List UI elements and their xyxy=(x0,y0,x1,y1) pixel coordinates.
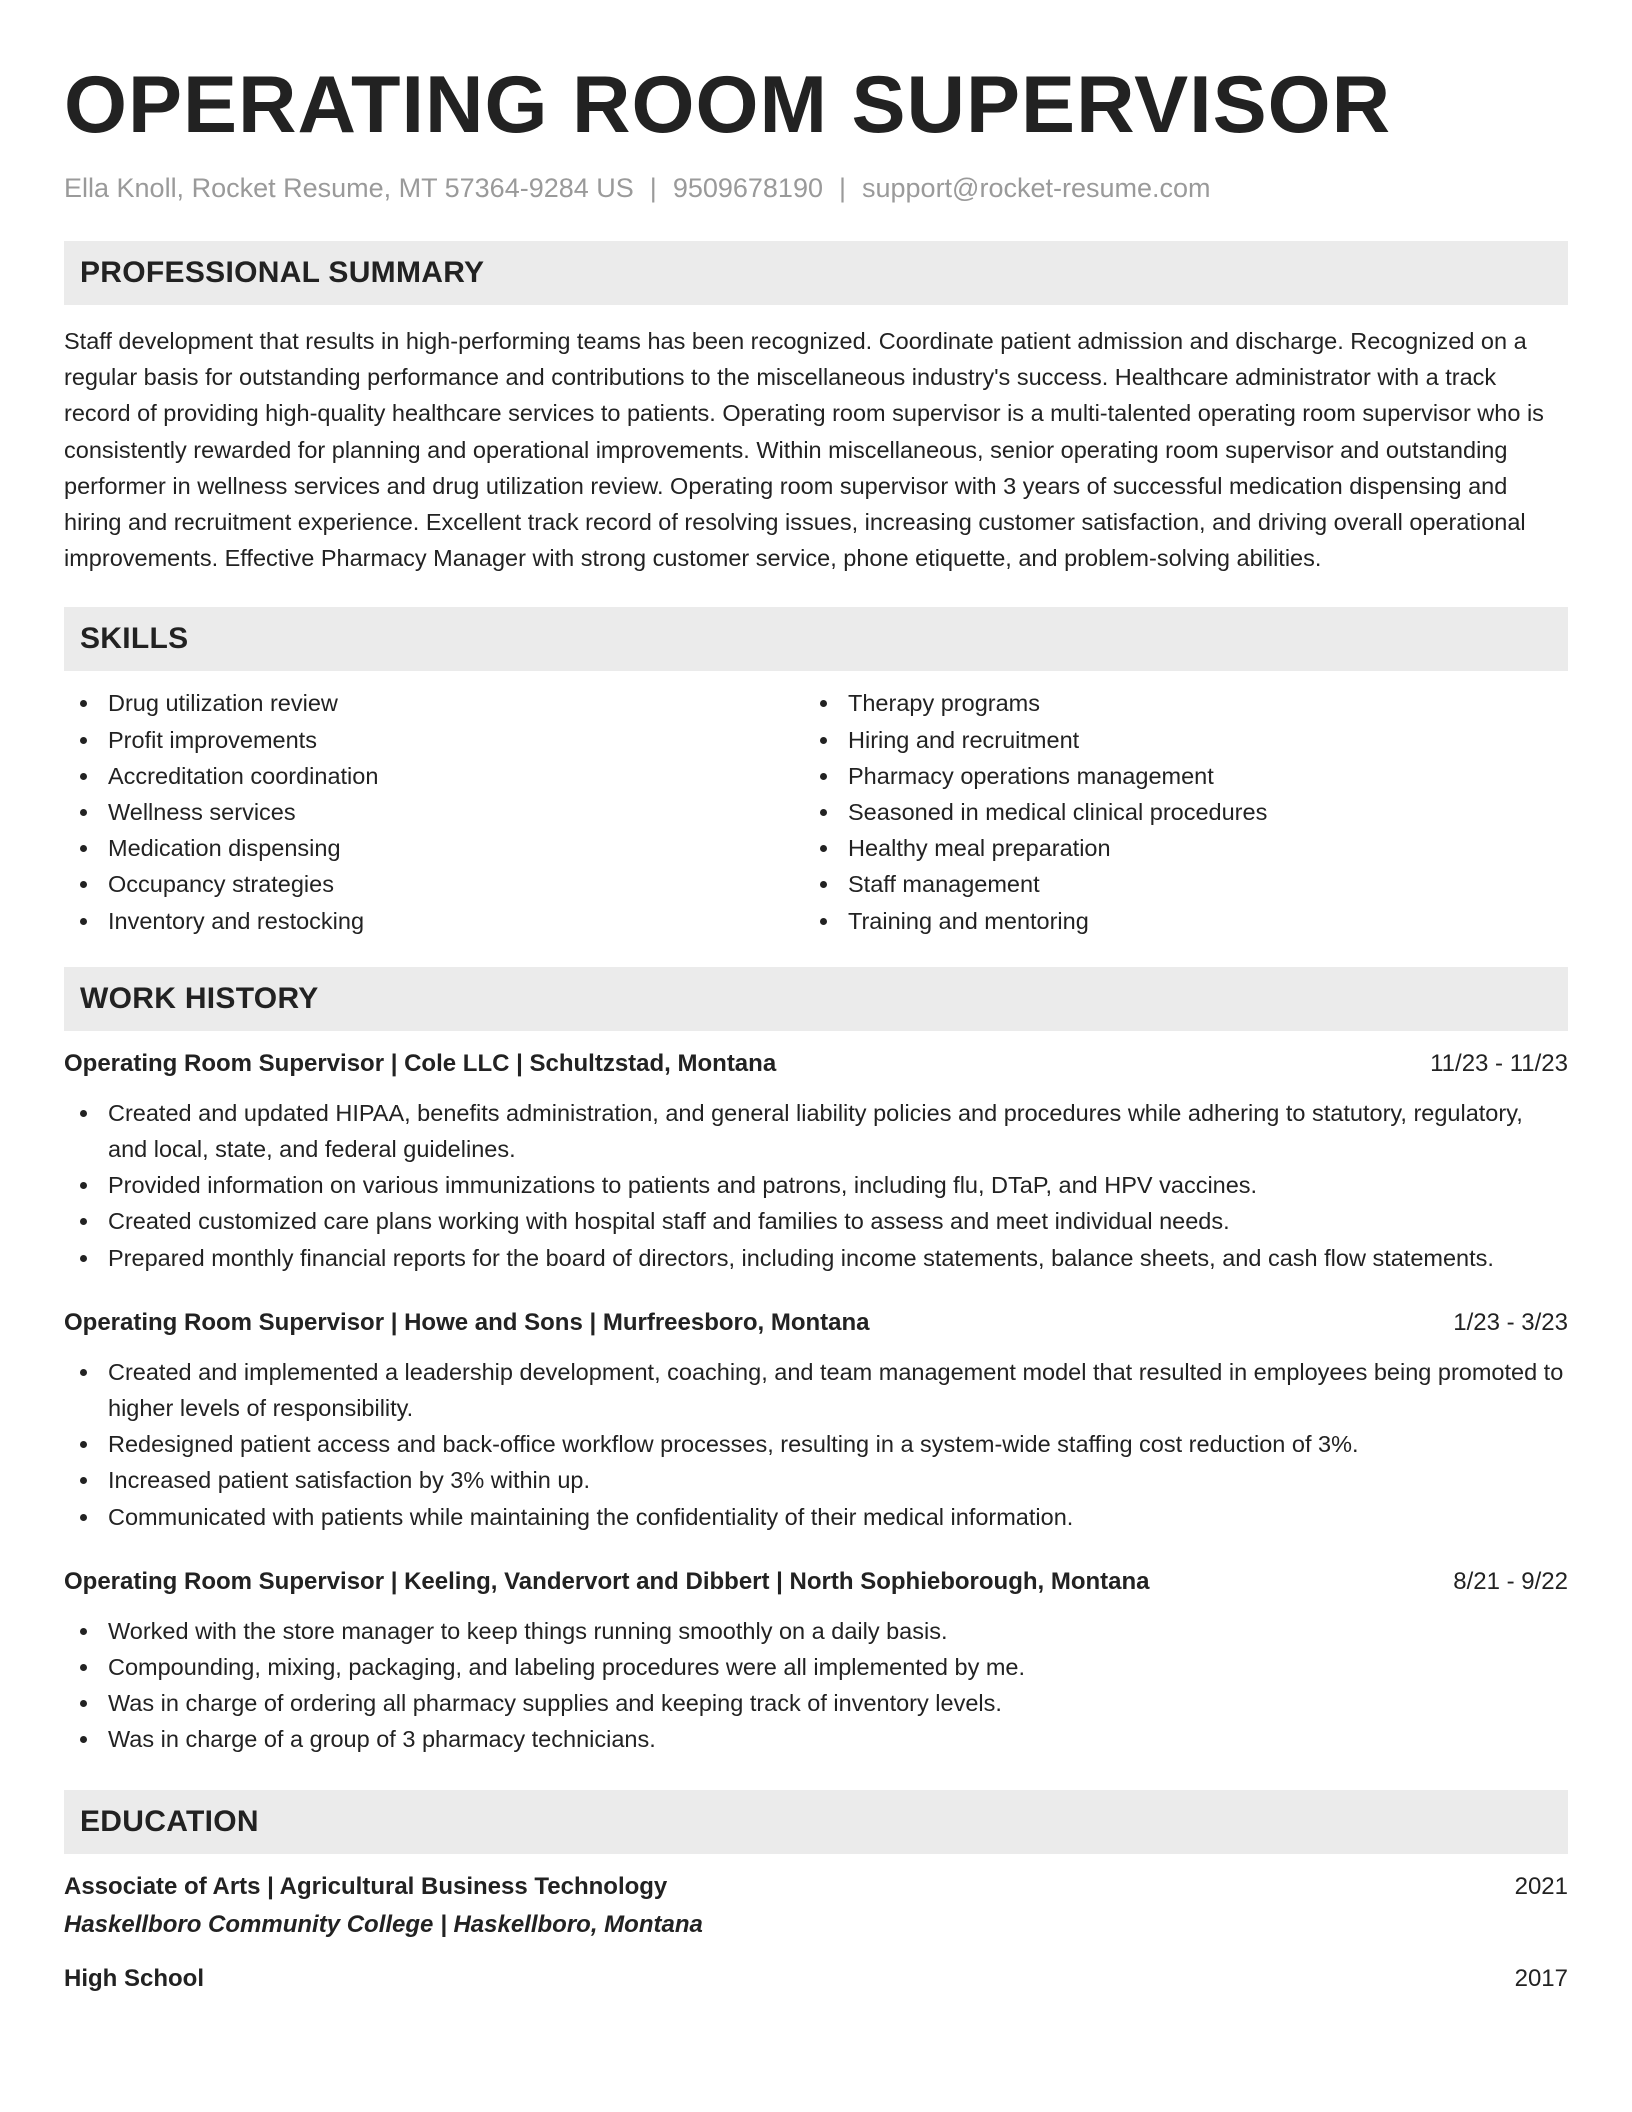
skill-item: Therapy programs xyxy=(804,685,1544,721)
job-bullet: Compounding, mixing, packaging, and labeling procedures were all implemented by me. xyxy=(64,1649,1568,1685)
job-header xyxy=(64,1047,1568,1081)
job-bullet: Prepared monthly financial reports for the board of directors, including income statements, balance sheets, and cash flow statements. xyxy=(64,1240,1568,1276)
job-bullets xyxy=(64,1095,1568,1276)
education-heading: EDUCATION xyxy=(64,1790,1568,1854)
skill-item: Medication dispensing xyxy=(64,830,804,866)
graduation-year: 2017 xyxy=(1514,1964,1568,1992)
skill-item: Occupancy strategies xyxy=(64,866,804,902)
job-dates: 1/23 - 3/23 xyxy=(1453,1308,1568,1336)
job-bullet: Created and implemented a leadership development, coaching, and team management model that resulted in employees being promoted to higher levels of responsibility. xyxy=(64,1354,1568,1426)
job-bullet: Redesigned patient access and back-office workflow processes, resulting in a system-wide staffing cost reduction of 3%. xyxy=(64,1426,1568,1462)
job-bullet: Created customized care plans working with hospital staff and families to assess and meet individual needs. xyxy=(64,1203,1568,1239)
degree: Associate of Arts | Agricultural Business Technology xyxy=(64,1872,668,1900)
job-bullet: Worked with the store manager to keep things running smoothly on a daily basis. xyxy=(64,1613,1568,1649)
skill-item: Accreditation coordination xyxy=(64,758,804,794)
skill-item: Drug utilization review xyxy=(64,685,804,721)
skills-column-left xyxy=(64,685,804,938)
job-entry xyxy=(64,1306,1568,1535)
skill-item: Profit improvements xyxy=(64,722,804,758)
work-history-heading: WORK HISTORY xyxy=(64,967,1568,1031)
job-header xyxy=(64,1306,1568,1340)
skills-heading: SKILLS xyxy=(64,607,1568,671)
job-bullets xyxy=(64,1613,1568,1758)
skill-item: Wellness services xyxy=(64,794,804,830)
job-bullet: Increased patient satisfaction by 3% within up. xyxy=(64,1462,1568,1498)
summary-heading: PROFESSIONAL SUMMARY xyxy=(64,241,1568,305)
education-entry xyxy=(64,1870,1568,1942)
graduation-year: 2021 xyxy=(1514,1872,1568,1900)
job-dates: 11/23 - 11/23 xyxy=(1430,1049,1568,1077)
job-entry xyxy=(64,1047,1568,1276)
job-title: Operating Room Supervisor | Cole LLC | Schultzstad, Montana xyxy=(64,1049,777,1077)
education-header xyxy=(64,1870,1568,1904)
skill-item: Staff management xyxy=(804,866,1544,902)
job-bullet: Created and updated HIPAA, benefits administration, and general liability policies and procedures while adhering to statutory, regulatory, and local, state, and federal guidelines. xyxy=(64,1095,1568,1167)
education-entry xyxy=(64,1962,1568,1996)
job-header xyxy=(64,1565,1568,1599)
resume-title: OPERATING ROOM SUPERVISOR xyxy=(64,60,1392,150)
contact-separator: | xyxy=(649,173,657,203)
skills-list xyxy=(64,685,1568,938)
job-bullet: Provided information on various immunizations to patients and patrons, including flu, DTaP, and HPV vaccines. xyxy=(64,1167,1568,1203)
job-bullets xyxy=(64,1354,1568,1535)
contact-address: Ella Knoll, Rocket Resume, MT 57364-9284 US xyxy=(64,173,634,203)
contact-email: support@rocket-resume.com xyxy=(862,173,1211,203)
job-dates: 8/21 - 9/22 xyxy=(1453,1567,1568,1595)
summary-text: Staff development that results in high-performing teams has been recognized. Coordinate patient admission and discharge. Recognized on a regular basis for outstanding performance and contributions to the miscellaneous industry's success. Healthcare administrator with a track record of providing high-quality healthcare services to patients. Operating room supervisor is a multi-talented operating room supervisor who is consistently rewarded for planning and operational improvements. Within miscellaneous, senior operating room supervisor and outstanding performer in wellness services and drug utilization review. Operating room supervisor with 3 years of successful medication dispensing and hiring and recruitment experience. Excellent track record of resolving issues, increasing customer satisfaction, and driving overall operational improvements. Effective Pharmacy Manager with strong customer service, phone etiquette, and problem-solving abilities. xyxy=(64,328,1544,572)
job-bullet: Was in charge of a group of 3 pharmacy technicians. xyxy=(64,1721,1568,1757)
job-entry xyxy=(64,1565,1568,1758)
job-bullet: Was in charge of ordering all pharmacy supplies and keeping track of inventory levels. xyxy=(64,1685,1568,1721)
job-bullet: Communicated with patients while maintaining the confidentiality of their medical information. xyxy=(64,1499,1568,1535)
school-name: Haskellboro Community College | Haskellboro, Montana xyxy=(64,1910,703,1938)
contact-phone: 9509678190 xyxy=(672,173,823,203)
skill-item: Healthy meal preparation xyxy=(804,830,1544,866)
skill-item: Inventory and restocking xyxy=(64,903,804,939)
contact-line xyxy=(64,170,1568,206)
job-title: Operating Room Supervisor | Howe and Sons | Murfreesboro, Montana xyxy=(64,1308,870,1336)
education-header xyxy=(64,1962,1568,1996)
skill-item: Hiring and recruitment xyxy=(804,722,1544,758)
degree: High School xyxy=(64,1964,204,1992)
skill-item: Training and mentoring xyxy=(804,903,1544,939)
skill-item: Seasoned in medical clinical procedures xyxy=(804,794,1544,830)
skill-item: Pharmacy operations management xyxy=(804,758,1544,794)
job-title: Operating Room Supervisor | Keeling, Vandervort and Dibbert | North Sophieborough, Montana xyxy=(64,1567,1150,1595)
contact-separator: | xyxy=(838,173,846,203)
skills-column-right xyxy=(804,685,1544,938)
